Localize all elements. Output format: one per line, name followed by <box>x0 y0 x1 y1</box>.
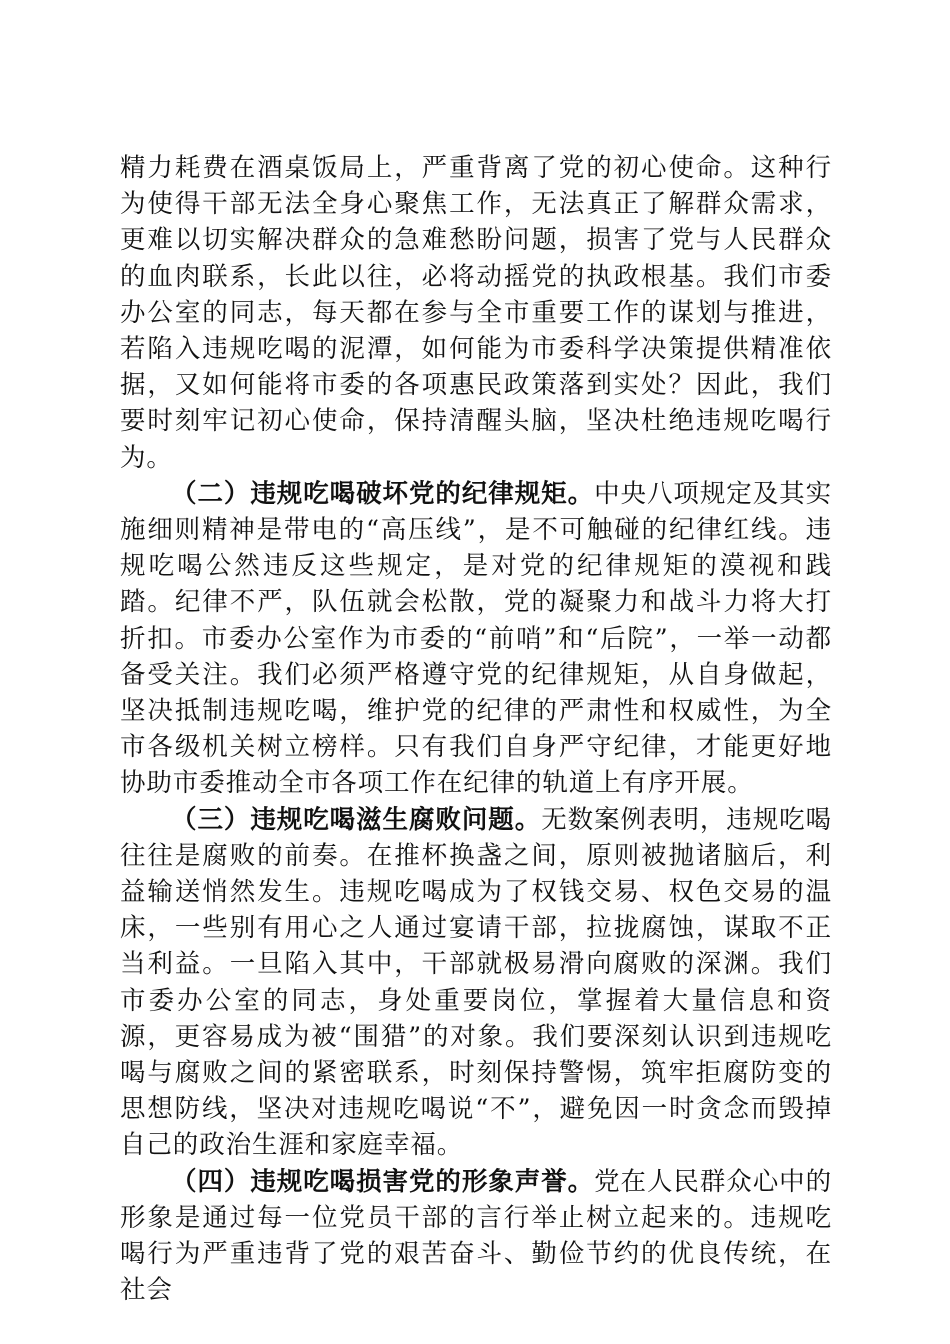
paragraph-body: 精力耗费在酒桌饭局上，严重背离了党的初心使命。这种行为使得干部无法全身心聚焦工作，无法真正了解群众需求，更难以切实解决群众的急难愁盼问题，损害了党与人民群众的血肉联系，长此以往，必将动摇党的执政根基。我们市委办公室的同志，每天都在参与全市重要工作的谋划与推进，若陷入违规吃喝的泥潭，如何能为市委科学决策提供精准依据，又如何能将市委的各项惠民政策落到实处？因此，我们要时刻牢记初心使命，保持清醒头脑，坚决杜绝违规吃喝行为。 <box>120 153 832 473</box>
section-heading: （二）违规吃喝破坏党的纪律规矩。 <box>171 478 595 509</box>
paragraph-body: 党在人民群众心中的形象是通过每一位党员干部的言行举止树立起来的。违规吃喝行为严重违背了党的艰苦奋斗、勤俭节约的优良传统，在社会 <box>120 1166 832 1306</box>
section-heading: （四）违规吃喝损害党的形象声誉。 <box>171 1166 595 1197</box>
paragraph-body: 无数案例表明，违规吃喝往往是腐败的前奏。在推杯换盏之间，原则被抛诸脑后，利益输送悄然发生。违规吃喝成为了权钱交易、权色交易的温床，一些别有用心之人通过宴请干部，拉拢腐蚀，谋取不正当利益。一旦陷入其中，干部就极易滑向腐败的深渊。我们市委办公室的同志，身处重要岗位，掌握着大量信息和资源，更容易成为被“围猎”的对象。我们要深刻认识到违规吃喝与腐败之间的紧密联系，时刻保持警惕，筑牢拒腐防变的思想防线，坚决对违规吃喝说“不”，避免因一时贪念而毁掉自己的政治生涯和家庭幸福。 <box>120 804 832 1161</box>
section-heading: （三）违规吃喝滋生腐败问题。 <box>171 804 542 835</box>
paragraph-corruption <box>120 802 832 1164</box>
paragraph-discipline <box>120 476 832 802</box>
paragraph-continuation <box>120 150 832 476</box>
paragraph-image <box>120 1164 832 1309</box>
paragraph-body: 中央八项规定及其实施细则精神是带电的“高压线”，是不可触碰的纪律红线。违规吃喝公然违反这些规定，是对党的纪律规矩的漠视和践踏。纪律不严，队伍就会松散，党的凝聚力和战斗力将大打折扣。市委办公室作为市委的“前哨”和“后院”，一举一动都备受关注。我们必须严格遵守党的纪律规矩，从自身做起，坚决抵制违规吃喝，维护党的纪律的严肃性和权威性，为全市各级机关树立榜样。只有我们自身严守纪律，才能更好地协助市委推动全市各项工作在纪律的轨道上有序开展。 <box>120 478 832 799</box>
document-body <box>120 150 832 1309</box>
